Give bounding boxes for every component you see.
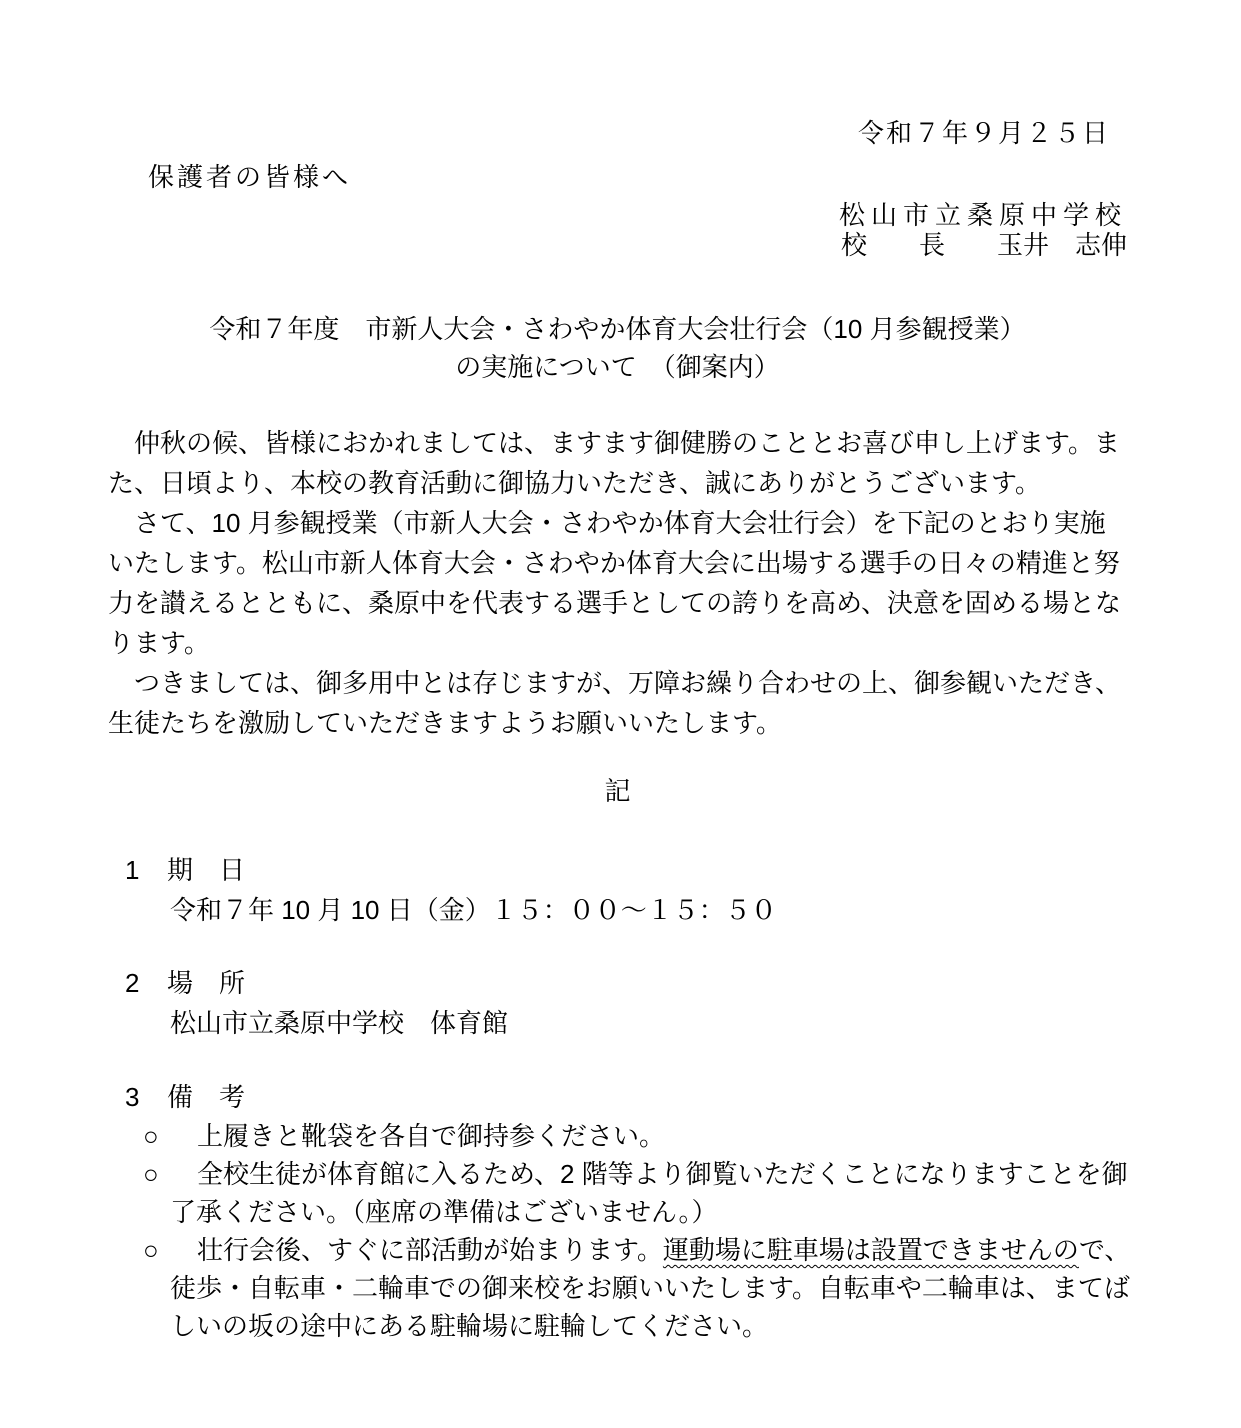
wavy-underline-text: 運動場に駐車場は設置できませんの xyxy=(662,1235,1079,1265)
section-number: 2 xyxy=(125,968,140,998)
notation-ki: 記 xyxy=(604,776,631,806)
circle-bullet: ○ xyxy=(143,1121,159,1151)
remark-item-3 xyxy=(108,1231,1131,1269)
body-line: 力を讃えるとともに、桑原中を代表する選手としての誇りを高め、決意を固める場とな xyxy=(108,588,1121,618)
section-content-place: 松山市立桑原中学校 体育館 xyxy=(170,1008,509,1038)
remark-item-2 xyxy=(108,1155,1127,1193)
remark-text-continuation: 徒歩・自転車・二輪車での御来校をお願いいたします。自転車や二輪車は、まてば xyxy=(170,1273,1130,1303)
recipient-line: 保護者の皆様へ xyxy=(148,162,352,192)
remark-text-continuation: 了承ください。（座席の準備はございません。） xyxy=(170,1197,718,1227)
body-line: 仲秋の候、皆様におかれましては、ますます御健勝のこととお喜び申し上げます。ま xyxy=(108,428,1120,458)
body-line: さて、10 月参観授業（市新人大会・さわやか体育大会壮行会）を下記のとおり実施 xyxy=(108,508,1106,538)
remark-text: 全校生徒が体育館に入るため、2 階等より御覧いただくことになりますことを御 xyxy=(197,1159,1128,1189)
section-heading-remarks xyxy=(108,1077,1127,1117)
section-heading-place xyxy=(108,963,1127,1003)
remark-text-segment: で、 xyxy=(1078,1235,1131,1265)
body-text xyxy=(108,423,1127,743)
body-line: ります。 xyxy=(108,628,210,658)
section-number: 3 xyxy=(125,1082,140,1112)
remark-text-continuation: しいの坂の途中にある駐輪場に駐輪してください。 xyxy=(170,1311,769,1341)
body-line: つきましては、御多用中とは存じますが、万障お繰り合わせの上、御参観いただき、 xyxy=(108,668,1121,698)
remark-text-segment: 壮行会後、すぐに部活動が始まります。 xyxy=(197,1235,663,1265)
circle-bullet: ○ xyxy=(143,1159,159,1189)
circle-bullet: ○ xyxy=(143,1235,159,1265)
remark-text xyxy=(197,1231,1130,1269)
sender-organization: 松山市立桑原中学校 xyxy=(838,200,1127,230)
title-line-2: の実施について （御案内） xyxy=(455,352,780,382)
section-number: 1 xyxy=(125,855,140,885)
body-line: た、日頃より、本校の教育活動に御協力いただき、誠にありがとうございます。 xyxy=(108,468,1041,498)
body-line: 生徒たちを激励していただきますようお願いいたします。 xyxy=(108,708,782,738)
section-title: 場 所 xyxy=(167,968,246,998)
sender-block xyxy=(108,200,1127,260)
section-content-date: 令和７年 10 月 10 日（金）１５：００～１５：５０ xyxy=(170,895,777,925)
title-line-1: 令和７年度 市新人大会・さわやか体育大会壮行会（10 月参観授業） xyxy=(209,314,1026,344)
body-line: いたします。松山市新人体育大会・さわやか体育大会に出場する選手の日々の精進と努 xyxy=(108,548,1120,578)
remark-text: 上履きと靴袋を各自で御持参ください。 xyxy=(197,1121,666,1151)
remark-item-1 xyxy=(108,1117,1127,1155)
document-date: 令和７年９月２５日 xyxy=(857,118,1110,148)
sender-principal: 校 長 玉井 志伸 xyxy=(840,230,1127,260)
section-heading-date xyxy=(108,850,1127,890)
document-title xyxy=(108,310,1127,386)
section-title: 備 考 xyxy=(167,1082,246,1112)
section-title: 期 日 xyxy=(167,855,246,885)
